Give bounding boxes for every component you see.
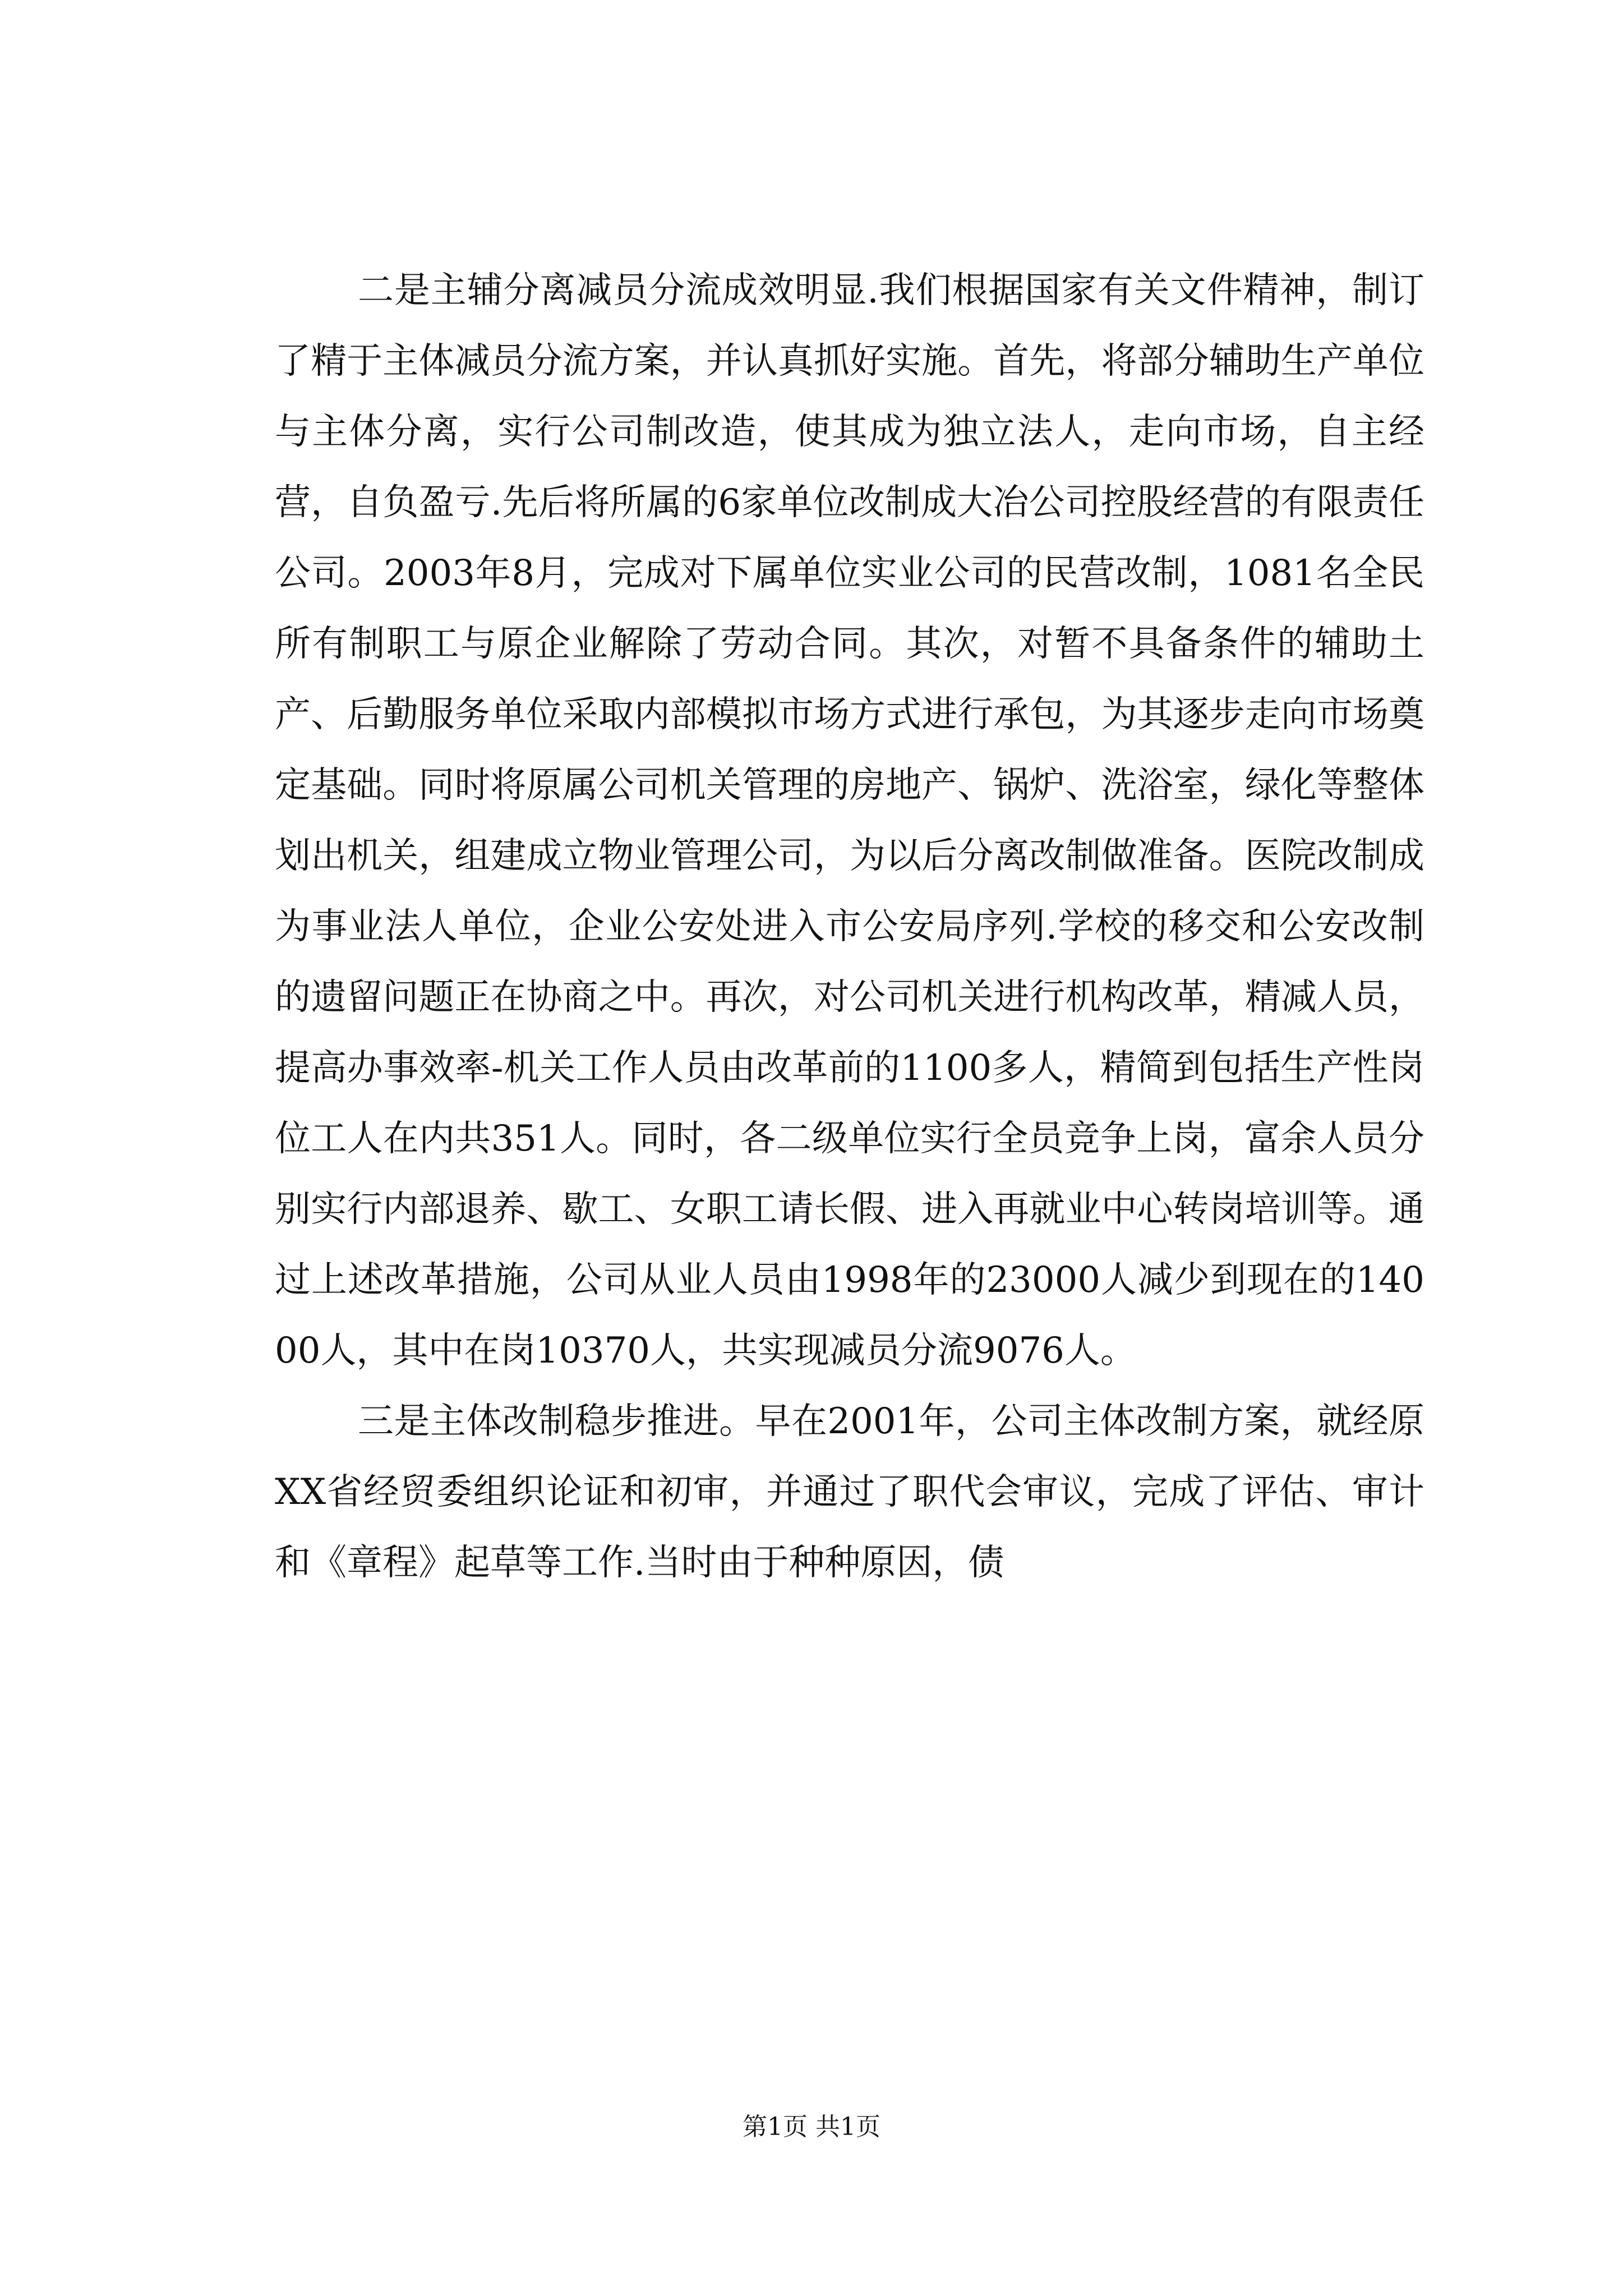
paragraph-entity-reform: 三是主体改制稳步推进。早在2001年，公司主体改制方案，就经原XX省经贸委组织论证和初审，并通过了职代会审议，完成了评估、审计和《章程》起草等工作.当时由于种种原因，债 (275, 1401, 1424, 1584)
paragraph-main-separation: 二是主辅分离减员分流成效明显.我们根据国家有关文件精神，制订了精于主体减员分流方案，并认真抓好实施。首先，将部分辅助生产单位与主体分离，实行公司制改造，使其成为独立法人，走向市场，自主经营，自负盈亏.先后将所属的6家单位改制成大冶公司控股经营的有限责任公司。2003年8月，完成对下属单位实业公司的民营改制，1081名全民所有制职工与原企业解除了劳动合同。其次，对暂不具备条件的辅助土产、后勤服务单位采取内部模拟市场方式进行承包，为其逐步走向市场奠定基础。同时将原属公司机关管理的房地产、锅炉、洗浴室，绿化等整体划出机关，组建成立物业管理公司，为以后分离改制做准备。医院改制成为事业法人单位，企业公安处进入市公安局序列.学校的移交和公安改制的遗留问题正在协商之中。再次，对公司机关进行机构改革，精减人员，提高办事效率-机关工作人员由改革前的1100多人，精简到包括生产性岗位工人在内共351人。同时，各二级单位实行全员竞争上岗，富余人员分别实行内部退养、歇工、女职工请长假、进入再就业中心转岗培训等。通过上述改革措施，公司从业人员由1998年的23000人减少到现在的14000人，其中在岗10370人，共实现减员分流9076人。 (275, 270, 1424, 1372)
document-body (275, 255, 1424, 1598)
page-footer: 第1页 共1页 (743, 2113, 880, 2141)
